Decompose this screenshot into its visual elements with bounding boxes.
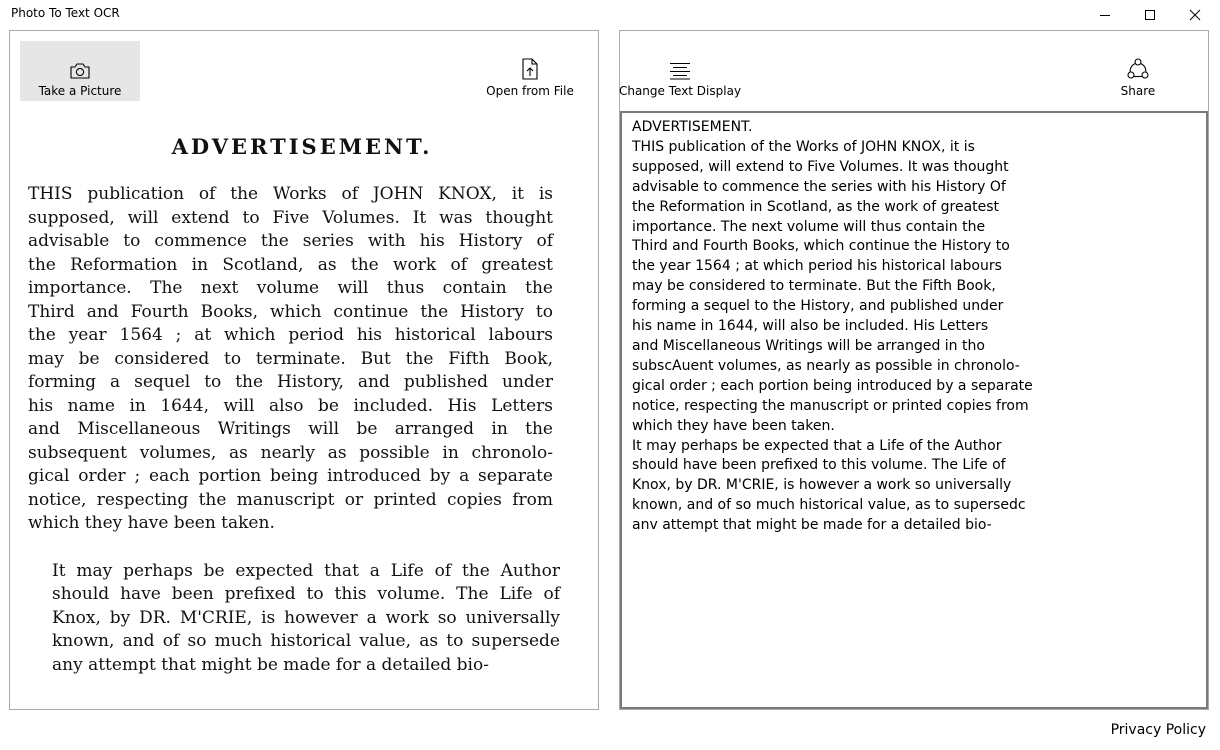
scan-text-line: Third and Fourth Books, which continue the History to [28,301,553,322]
scan-text-line: gical order ; each portion being introduced by a separate [28,466,553,486]
file-upload-icon [521,58,539,80]
open-from-file-label: Open from File [486,84,574,98]
scan-text-line: the year 1564 ; at which period his historical labours [28,325,553,345]
text-lines-icon [669,62,691,80]
scan-text-line: which they have been taken. [28,513,275,533]
open-from-file-button[interactable] [480,41,580,101]
scan-text-line: importance. The next volume will thus contain the [28,278,553,298]
take-picture-button[interactable] [20,41,140,101]
scan-text-line: the Reformation in Scotland, as the work of greatest [28,254,553,275]
scan-text-line: forming a sequel to the History, and published under [28,372,553,392]
scan-paragraph-2 [46,560,582,678]
ocr-result-panel [619,30,1209,710]
camera-icon [69,62,91,80]
ocr-text-line: and Miscellaneous Writings will be arranged in tho [632,337,985,354]
scan-text-line: and Miscellaneous Writings will be arranged in the [28,419,553,439]
ocr-text-output[interactable] [620,111,1208,709]
scan-text-line: advisable to commence the series with his History of [28,231,553,251]
ocr-text-line: may be considered to terminate. But the Fifth Book, [632,278,996,295]
ocr-text-line: Third and Fourth Books, which continue the History to [632,238,1010,255]
ocr-text-line: gical order ; each portion being introduced by a separate [632,377,1033,394]
title-bar [0,0,1220,30]
ocr-text-line: should have been prefixed to this volume. The Life of [632,457,1006,474]
scan-text-line: should have been prefixed to this volume. The Life of [52,584,560,604]
change-text-display-label: Change Text Display [618,84,742,98]
scan-text-line: his name in 1644, will also be included. His Letters [28,395,553,416]
scan-text-line: supposed, will extend to Five Volumes. It was thought [28,207,553,228]
close-icon [1189,9,1201,21]
scan-text-line: any attempt that might be made for a detailed bio- [52,654,489,675]
privacy-policy-link[interactable]: Privacy Policy [1110,722,1206,738]
ocr-text-line: the year 1564 ; at which period his historical labours [632,258,1002,275]
maximize-icon [1144,9,1156,21]
ocr-text-line: known, and of so much historical value, as to supersedc [632,497,1026,514]
share-label: Share [1120,84,1156,98]
ocr-text-line: Knox, by DR. M'CRIE, is however a work so universally [632,477,1012,494]
change-text-display-button[interactable] [618,41,742,101]
minimize-icon [1099,9,1111,21]
scan-text-line: known, and of so much historical value, as to supersede [52,631,560,651]
ocr-text-line: It may perhaps be expected that a Life of the Author [632,437,1002,454]
ocr-text-line: subscAuent volumes, as nearly as possible in chronolo- [632,357,1020,374]
ocr-text-line: notice, respecting the manuscript or printed copies from [632,397,1029,414]
scan-text-line: It may perhaps be expected that a Life of the Author [52,560,560,581]
ocr-text-line: the Reformation in Scotland, as the work of greatest [632,198,1000,215]
scan-text-line: Knox, by DR. M'CRIE, is however a work so universally [52,607,560,628]
maximize-button[interactable] [1127,0,1173,30]
scan-heading: ADVERTISEMENT. [171,134,433,159]
ocr-text-line: ADVERTISEMENT. [632,119,753,135]
ocr-text-line: his name in 1644, will also be included. His Letters [632,318,989,335]
scan-text-line: notice, respecting the manuscript or printed copies from [28,489,553,510]
ocr-text-line: advisable to commence the series with his History Of [632,178,1006,195]
ocr-text-line: anv attempt that might be made for a detailed bio- [632,517,992,534]
ocr-text-line: supposed, will extend to Five Volumes. It was thought [632,158,1009,175]
take-picture-label: Take a Picture [38,84,122,98]
scanned-document-image [22,126,582,706]
ocr-text-line: importance. The next volume will thus contain the [632,218,986,235]
minimize-button[interactable] [1082,0,1128,30]
close-button[interactable] [1172,0,1218,30]
scan-text-line: subsequent volumes, as nearly as possible in chronolo- [28,442,553,463]
scan-text-line: may be considered to terminate. But the Fifth Book, [28,348,553,369]
ocr-text-line: THIS publication of the Works of JOHN KNOX, it is [632,138,975,155]
share-button[interactable] [1110,41,1166,101]
ocr-text-line: forming a sequel to the History, and published under [632,298,1004,315]
share-icon [1127,58,1149,80]
scan-text-line: THIS publication of the Works of JOHN KNOX, it is [28,184,553,204]
ocr-text-line: which they have been taken. [632,417,835,434]
scan-paragraph-1 [22,183,582,536]
source-image-panel [9,30,599,710]
app-title: Photo To Text OCR [11,6,120,20]
